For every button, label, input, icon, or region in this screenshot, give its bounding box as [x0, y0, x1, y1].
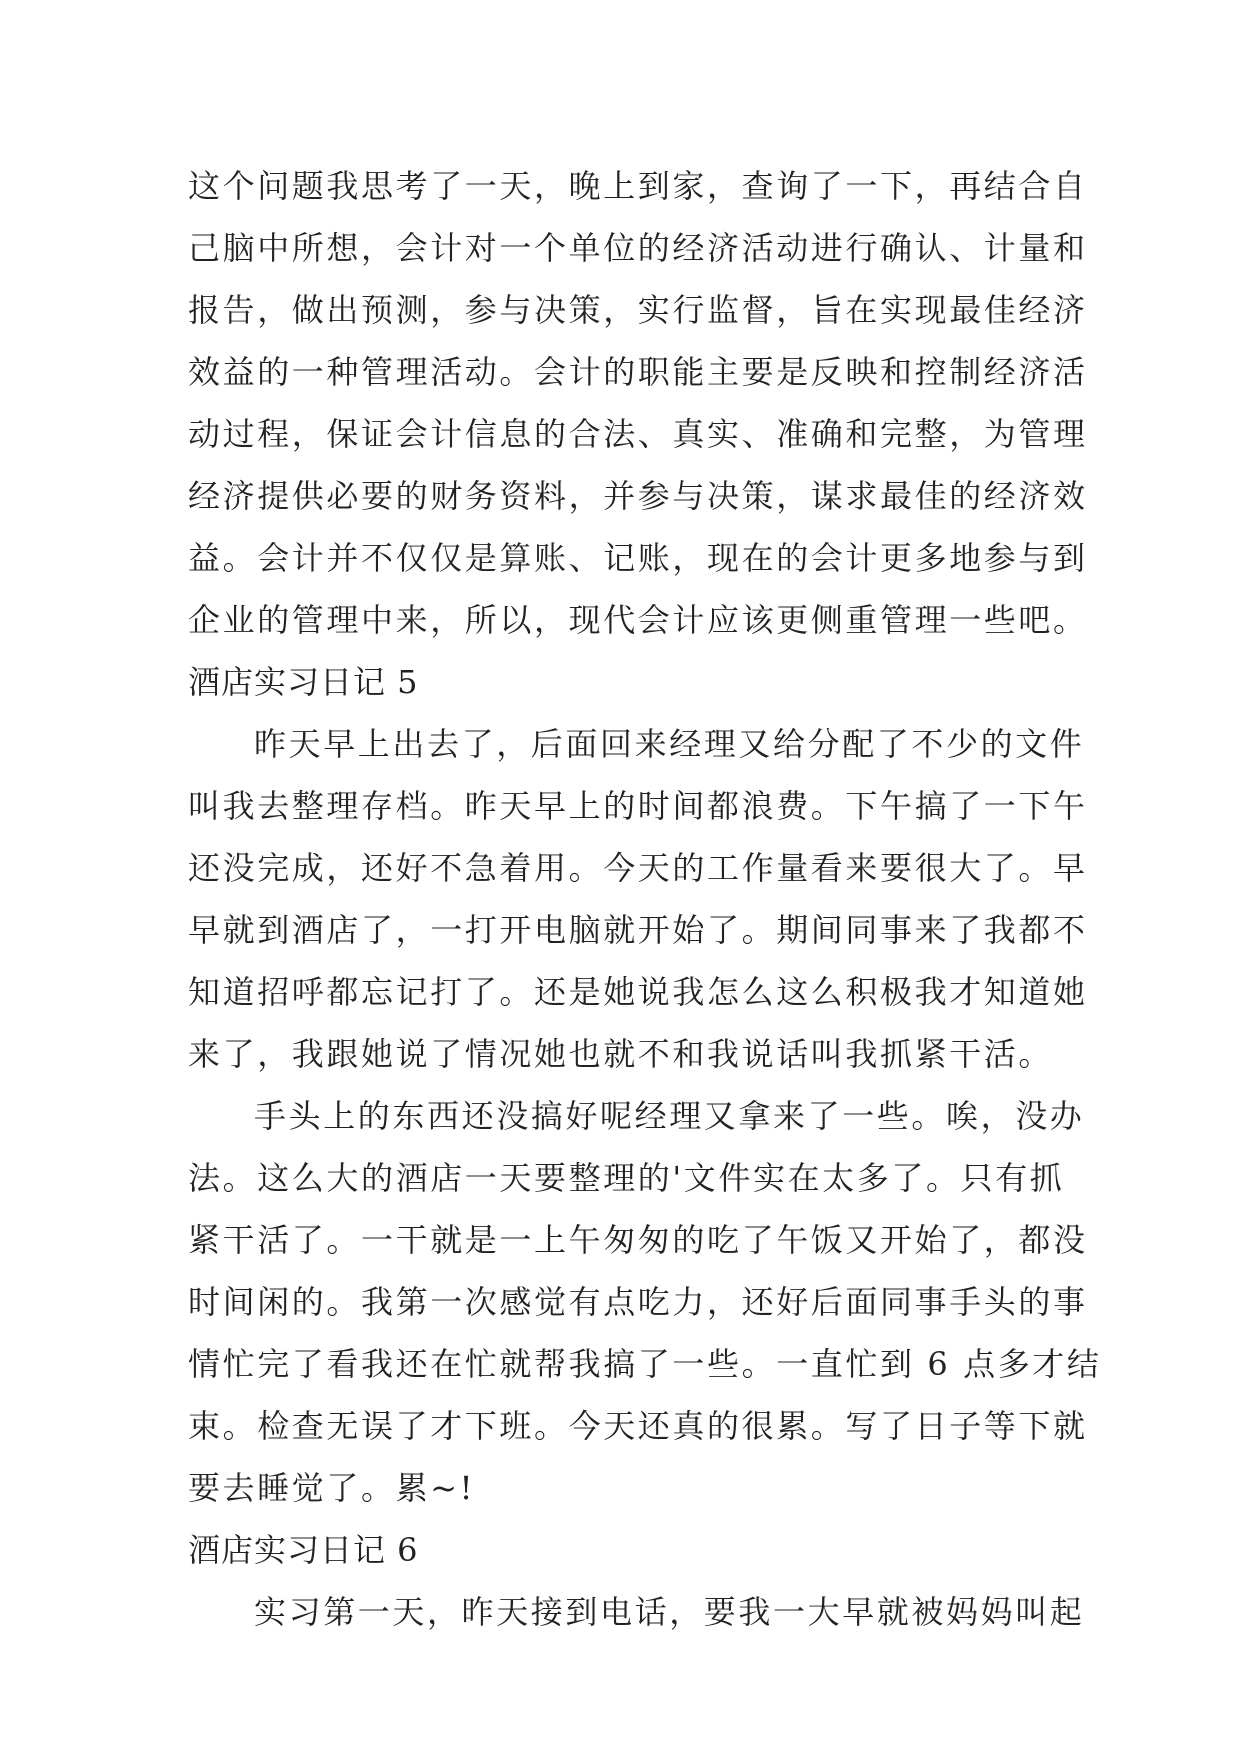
text-line: 益。会计并不仅仅是算账、记账，现在的会计更多地参与到	[188, 539, 1088, 577]
text-line: 还没完成，还好不急着用。今天的工作量看来要很大了。早	[188, 849, 1088, 887]
text-line: 己脑中所想，会计对一个单位的经济活动进行确认、计量和	[188, 229, 1088, 267]
text-line: 这个问题我思考了一天，晚上到家，查询了一下，再结合自	[188, 167, 1088, 205]
text-line: 叫我去整理存档。昨天早上的时间都浪费。下午搞了一下午	[188, 787, 1088, 825]
paragraph	[188, 1581, 1085, 1643]
text-line: 来了，我跟她说了情况她也就不和我说话叫我抓紧干活。	[188, 1035, 1054, 1073]
text-line: 效益的一种管理活动。会计的职能主要是反映和控制经济活	[188, 353, 1088, 391]
text-line: 时间闲的。我第一次感觉有点吃力，还好后面同事手头的事	[188, 1283, 1088, 1321]
paragraph	[188, 713, 1088, 1085]
text-line: 紧干活了。一干就是一上午匆匆的吃了午饭又开始了，都没	[188, 1221, 1088, 1259]
section-heading: 酒店实习日记 6	[188, 1531, 419, 1569]
text-line: 手头上的东西还没搞好呢经理又拿来了一些。唉，没办	[254, 1097, 1085, 1135]
text-line: 束。检查无误了才下班。今天还真的很累。写了日子等下就	[188, 1407, 1088, 1445]
text-line: 昨天早上出去了，后面回来经理又给分配了不少的文件	[254, 725, 1085, 763]
document-page	[188, 155, 1102, 1643]
text-line: 法。这么大的酒店一天要整理的'文件实在太多了。只有抓	[188, 1159, 1065, 1197]
text-line: 早就到酒店了，一打开电脑就开始了。期间同事来了我都不	[188, 911, 1088, 949]
text-line: 情忙完了看我还在忙就帮我搞了一些。一直忙到 6 点多才结	[188, 1345, 1102, 1383]
text-line: 企业的管理中来，所以，现代会计应该更侧重管理一些吧。	[188, 601, 1088, 639]
section-heading: 酒店实习日记 5	[188, 663, 419, 701]
paragraph	[188, 155, 1088, 651]
text-line: 动过程，保证会计信息的合法、真实、准确和完整，为管理	[188, 415, 1088, 453]
text-line: 实习第一天，昨天接到电话，要我一大早就被妈妈叫起	[254, 1593, 1085, 1631]
text-line: 报告，做出预测，参与决策，实行监督，旨在实现最佳经济	[188, 291, 1088, 329]
text-line: 知道招呼都忘记打了。还是她说我怎么这么积极我才知道她	[188, 973, 1088, 1011]
text-line: 经济提供必要的财务资料，并参与决策，谋求最佳的经济效	[188, 477, 1088, 515]
text-line: 要去睡觉了。累~!	[188, 1469, 476, 1507]
paragraph	[188, 1085, 1102, 1519]
